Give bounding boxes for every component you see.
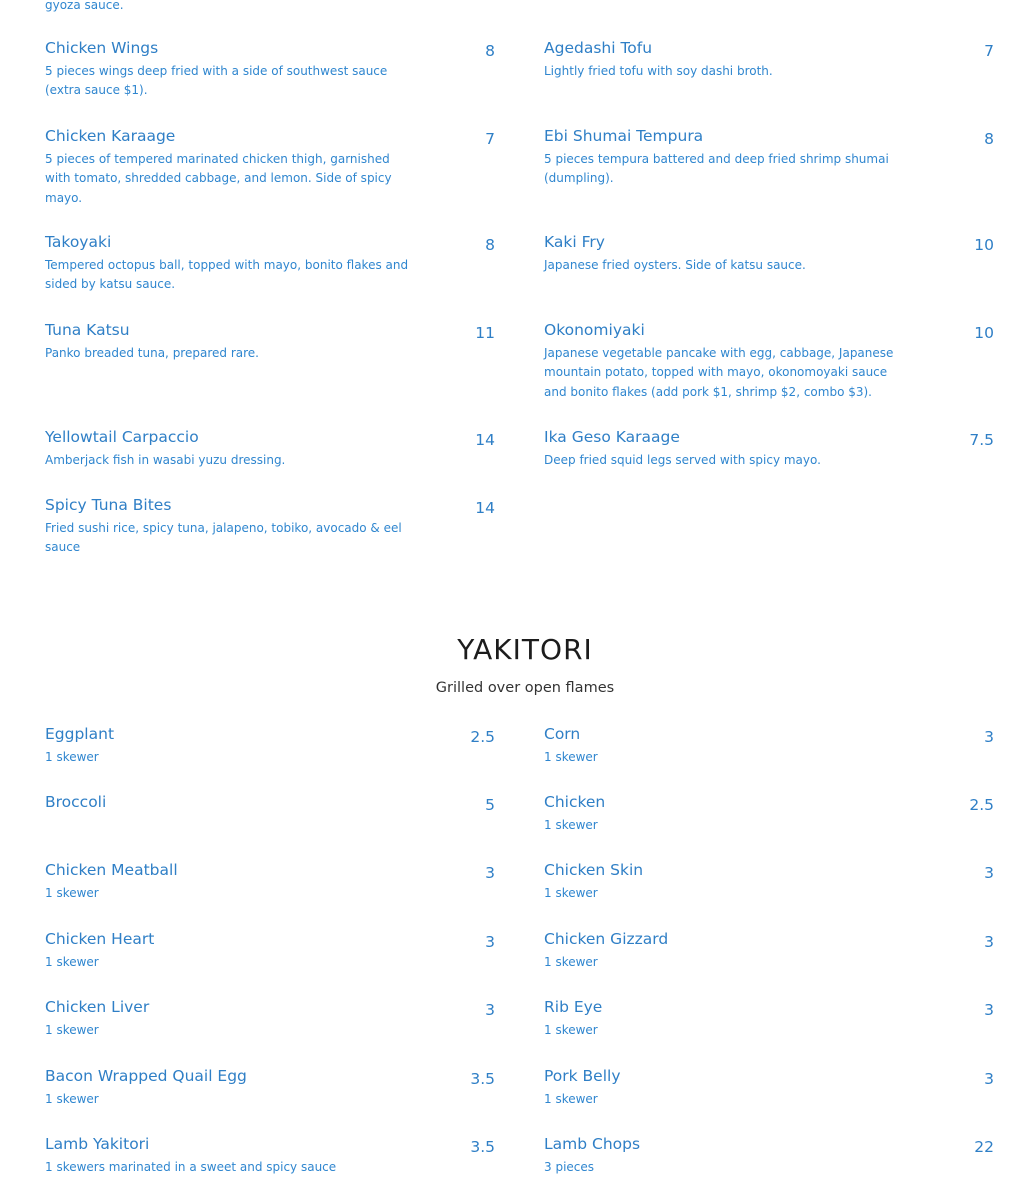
menu-item-tuna-katsu — [45, 320, 495, 363]
menu-item-name: Corn — [544, 725, 581, 743]
menu-item-name: Takoyaki — [45, 233, 112, 251]
previous-item-description-fragment: gyoza sauce. — [45, 0, 124, 12]
menu-item-name: Chicken Gizzard — [544, 930, 669, 948]
menu-item-description: 1 skewers marinated in a sweet and spicy sauce — [45, 1160, 337, 1174]
section-title-yakitori: YAKITORI — [457, 633, 593, 666]
menu-item-chicken-heart — [45, 929, 495, 972]
menu-item-ika-geso-karaage — [544, 427, 994, 470]
menu-item-name: Eggplant — [45, 725, 115, 743]
menu-item-price: 5 — [485, 796, 495, 814]
menu-item-name: Chicken Heart — [45, 930, 155, 948]
menu-item-description: Japanese fried oysters. Side of katsu sauce. — [544, 258, 806, 272]
menu-item-price: 3.5 — [470, 1138, 495, 1156]
menu-item-spicy-tuna-bites — [45, 495, 495, 558]
menu-item-name: Lamb Yakitori — [45, 1135, 150, 1153]
menu-item-description: 1 skewer — [544, 886, 598, 900]
menu-item-price: 3 — [984, 933, 994, 951]
menu-item-chicken-wings — [45, 38, 495, 101]
menu-item-name: Chicken Skin — [544, 861, 644, 879]
menu-item-description: 1 skewer — [45, 955, 99, 969]
menu-item-kaki-fry — [544, 232, 994, 275]
menu-item-name: Chicken Karaage — [45, 127, 176, 145]
menu-item-description: 1 skewer — [544, 750, 598, 764]
menu-item-description: 5 pieces wings deep fried with a side of southwest sauce (extra sauce $1). — [45, 64, 388, 98]
menu-item-price: 11 — [475, 324, 495, 342]
menu-item-price: 14 — [475, 431, 495, 449]
menu-item-eggplant — [45, 724, 495, 767]
menu-item-name: Broccoli — [45, 793, 107, 811]
menu-item-name: Tuna Katsu — [45, 321, 130, 339]
menu-item-pork-belly — [544, 1066, 994, 1109]
menu-item-price: 8 — [485, 42, 495, 60]
menu-item-name: Agedashi Tofu — [544, 39, 653, 57]
menu-item-name: Chicken — [544, 793, 606, 811]
menu-item-description: 1 skewer — [45, 1023, 99, 1037]
menu-item-description: 3 pieces — [544, 1160, 595, 1174]
menu-item-rib-eye — [544, 997, 994, 1040]
menu-item-price: 10 — [974, 324, 994, 342]
menu-item-yellowtail-carpaccio — [45, 427, 495, 470]
menu-item-description: Deep fried squid legs served with spicy mayo. — [544, 453, 821, 467]
menu-item-name: Yellowtail Carpaccio — [45, 428, 199, 446]
menu-item-price: 8 — [485, 236, 495, 254]
menu-item-chicken-karaage — [45, 126, 495, 208]
menu-item-price: 3 — [984, 864, 994, 882]
menu-item-description: Tempered octopus ball, topped with mayo, bonito flakes and sided by katsu sauce. — [45, 258, 409, 292]
menu-item-name: Chicken Meatball — [45, 861, 178, 879]
menu-item-price: 3 — [984, 1001, 994, 1019]
menu-item-lamb-yakitori — [45, 1134, 495, 1177]
menu-item-lamb-chops — [544, 1134, 994, 1177]
menu-item-name: Spicy Tuna Bites — [45, 496, 172, 514]
menu-item-description: Japanese vegetable pancake with egg, cabbage, Japanese mountain potato, topped with mayo, okonomoyaki sauce and bonito flakes (add pork $1, shrimp $2, combo $3). — [544, 346, 894, 399]
menu-item-description: 1 skewer — [45, 1092, 99, 1106]
menu-item-description: 1 skewer — [544, 1023, 598, 1037]
menu-item-description: Lightly fried tofu with soy dashi broth. — [544, 64, 773, 78]
menu-item-price: 3 — [984, 1070, 994, 1088]
menu-item-name: Ebi Shumai Tempura — [544, 127, 704, 145]
menu-item-name: Ika Geso Karaage — [544, 428, 680, 446]
menu-item-name: Pork Belly — [544, 1067, 621, 1085]
menu-item-description: 1 skewer — [544, 1092, 598, 1106]
menu-item-name: Lamb Chops — [544, 1135, 641, 1153]
menu-item-name: Okonomiyaki — [544, 321, 645, 339]
menu-item-description: 1 skewer — [544, 955, 598, 969]
menu-item-chicken — [544, 792, 994, 835]
menu-item-takoyaki — [45, 232, 495, 295]
menu-item-price: 3 — [984, 728, 994, 746]
menu-item-price: 7 — [984, 42, 994, 60]
menu-item-okonomiyaki — [544, 320, 994, 402]
menu-item-price: 10 — [974, 236, 994, 254]
menu-item-price: 7 — [485, 130, 495, 148]
menu-item-price: 2.5 — [969, 796, 994, 814]
menu-item-name: Chicken Liver — [45, 998, 150, 1016]
menu-item-broccoli — [45, 792, 495, 812]
menu-item-price: 7.5 — [969, 431, 994, 449]
menu-item-name: Kaki Fry — [544, 233, 605, 251]
menu-item-description: 1 skewer — [45, 886, 99, 900]
menu-item-price: 22 — [974, 1138, 994, 1156]
menu-item-agedashi-tofu — [544, 38, 994, 81]
menu-item-price: 8 — [984, 130, 994, 148]
menu-item-description: 1 skewer — [45, 750, 99, 764]
menu-item-description: 5 pieces of tempered marinated chicken thigh, garnished with tomato, shredded cabbage, and lemon. Side of spicy mayo. — [45, 152, 392, 205]
menu-item-price: 2.5 — [470, 728, 495, 746]
menu-item-chicken-skin — [544, 860, 994, 903]
menu-item-price: 3.5 — [470, 1070, 495, 1088]
menu-item-price: 14 — [475, 499, 495, 517]
menu-item-chicken-liver — [45, 997, 495, 1040]
menu-item-description: 5 pieces tempura battered and deep fried shrimp shumai (dumpling). — [544, 152, 889, 186]
menu-item-description: Amberjack fish in wasabi yuzu dressing. — [45, 453, 286, 467]
menu-item-price: 3 — [485, 864, 495, 882]
menu-item-name: Rib Eye — [544, 998, 603, 1016]
menu-item-corn — [544, 724, 994, 767]
menu-item-ebi-shumai-tempura — [544, 126, 994, 189]
menu-item-price: 3 — [485, 933, 495, 951]
menu-item-name: Bacon Wrapped Quail Egg — [45, 1067, 247, 1085]
menu-item-chicken-gizzard — [544, 929, 994, 972]
menu-item-description: Fried sushi rice, spicy tuna, jalapeno, tobiko, avocado & eel sauce — [45, 521, 402, 555]
menu-item-chicken-meatball — [45, 860, 495, 903]
menu-item-price: 3 — [485, 1001, 495, 1019]
menu-item-name: Chicken Wings — [45, 39, 159, 57]
menu-item-description: 1 skewer — [544, 818, 598, 832]
section-subtitle-yakitori: Grilled over open flames — [435, 680, 615, 696]
menu-item-bacon-wrapped-quail-egg — [45, 1066, 495, 1109]
menu-item-description: Panko breaded tuna, prepared rare. — [45, 346, 259, 360]
